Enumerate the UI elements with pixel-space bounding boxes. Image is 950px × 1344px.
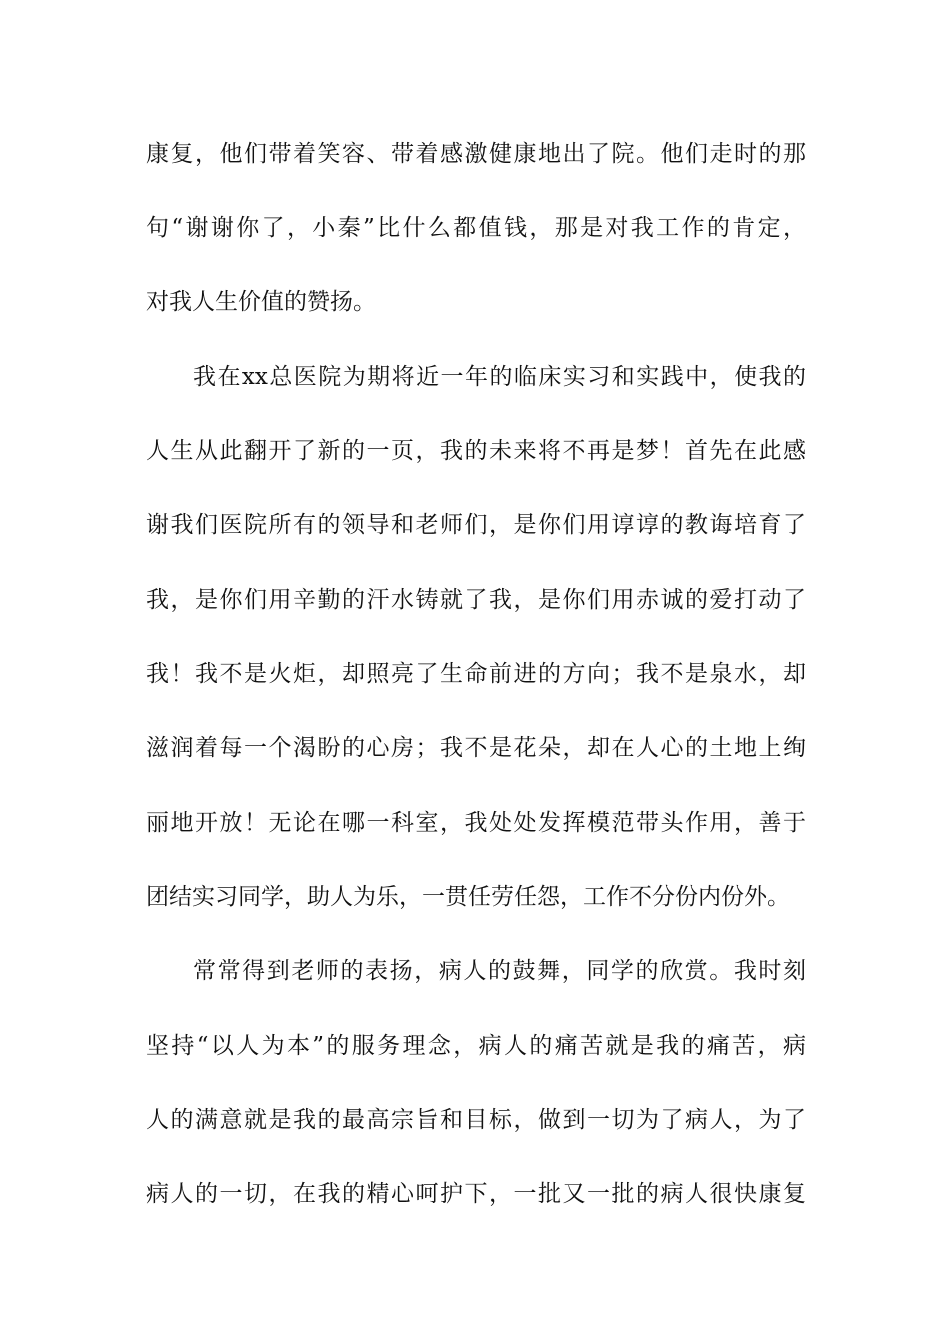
text-line: 谢我们医院所有的领导和老师们，是你们用谆谆的教诲培育了	[146, 512, 806, 538]
text-line: 对我人生价值的赞扬。	[146, 289, 376, 315]
text-line: 病人的一切，在我的精心呵护下，一批又一批的病人很快康复	[146, 1181, 806, 1207]
text-line: 康复，他们带着笑容、带着感激健康地出了院。他们走时的那	[146, 141, 806, 167]
text-line: 句“谢谢你了，小秦”比什么都值钱，那是对我工作的肯定，	[146, 215, 806, 241]
text-line: 丽地开放！无论在哪一科室，我处处发挥模范带头作用，善于	[146, 810, 806, 836]
text-line: 我，是你们用辛勤的汗水铸就了我，是你们用赤诚的爱打动了	[146, 587, 806, 613]
text-line: 滋润着每一个渴盼的心房；我不是花朵，却在人心的土地上绚	[146, 735, 806, 761]
paragraph-start-line: 常常得到老师的表扬，病人的鼓舞，同学的欣赏。我时刻	[193, 958, 806, 984]
text-line: 人生从此翻开了新的一页，我的未来将不再是梦！首先在此感	[146, 438, 806, 464]
paragraph-start-line: 我在xx总医院为期将近一年的临床实习和实践中，使我的	[193, 364, 806, 390]
text-line: 人的满意就是我的最高宗旨和目标，做到一切为了病人，为了	[146, 1107, 806, 1133]
text-line: 我！我不是火炬，却照亮了生命前进的方向；我不是泉水，却	[146, 661, 806, 687]
text-line: 坚持“以人为本”的服务理念，病人的痛苦就是我的痛苦，病	[146, 1033, 806, 1059]
text-line: 团结实习同学，助人为乐，一贯任劳任怨，工作不分份内份外。	[146, 884, 790, 910]
